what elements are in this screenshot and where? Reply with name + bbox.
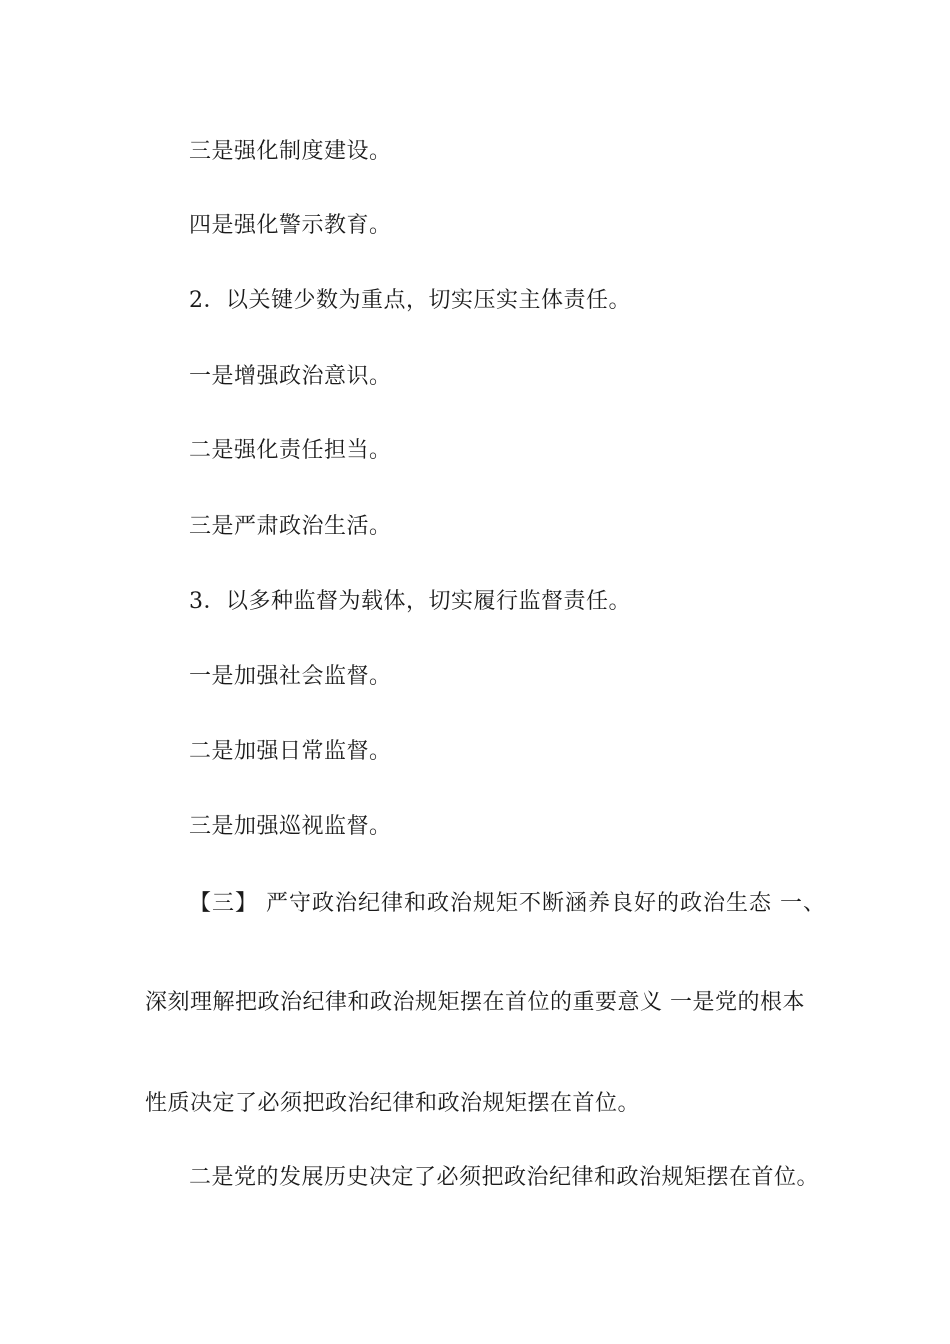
paragraph-line: 二是党的发展历史决定了必须把政治纪律和政治规矩摆在首位。: [189, 1165, 820, 1190]
paragraph-line: 3．以多种监督为载体，切实履行监督责任。: [189, 589, 631, 614]
paragraph-line: 三是加强巡视监督。: [189, 814, 392, 839]
section-heading-continued: 性质决定了必须把政治纪律和政治规矩摆在首位。: [145, 1091, 641, 1116]
paragraph-line: 一是加强社会监督。: [189, 664, 392, 689]
section-heading: 【三】 严守政治纪律和政治规矩不断涵养良好的政治生态 一、: [189, 891, 826, 916]
paragraph-line: 四是强化警示教育。: [189, 213, 392, 238]
paragraph-line: 三是严肃政治生活。: [189, 514, 392, 539]
section-heading-continued: 深刻理解把政治纪律和政治规矩摆在首位的重要意义 一是党的根本: [145, 990, 805, 1015]
paragraph-line: 三是强化制度建设。: [189, 139, 392, 164]
paragraph-line: 二是强化责任担当。: [189, 438, 392, 463]
paragraph-line: 一是增强政治意识。: [189, 364, 392, 389]
paragraph-line: 二是加强日常监督。: [189, 739, 392, 764]
paragraph-line: 2．以关键少数为重点，切实压实主体责任。: [189, 288, 631, 313]
